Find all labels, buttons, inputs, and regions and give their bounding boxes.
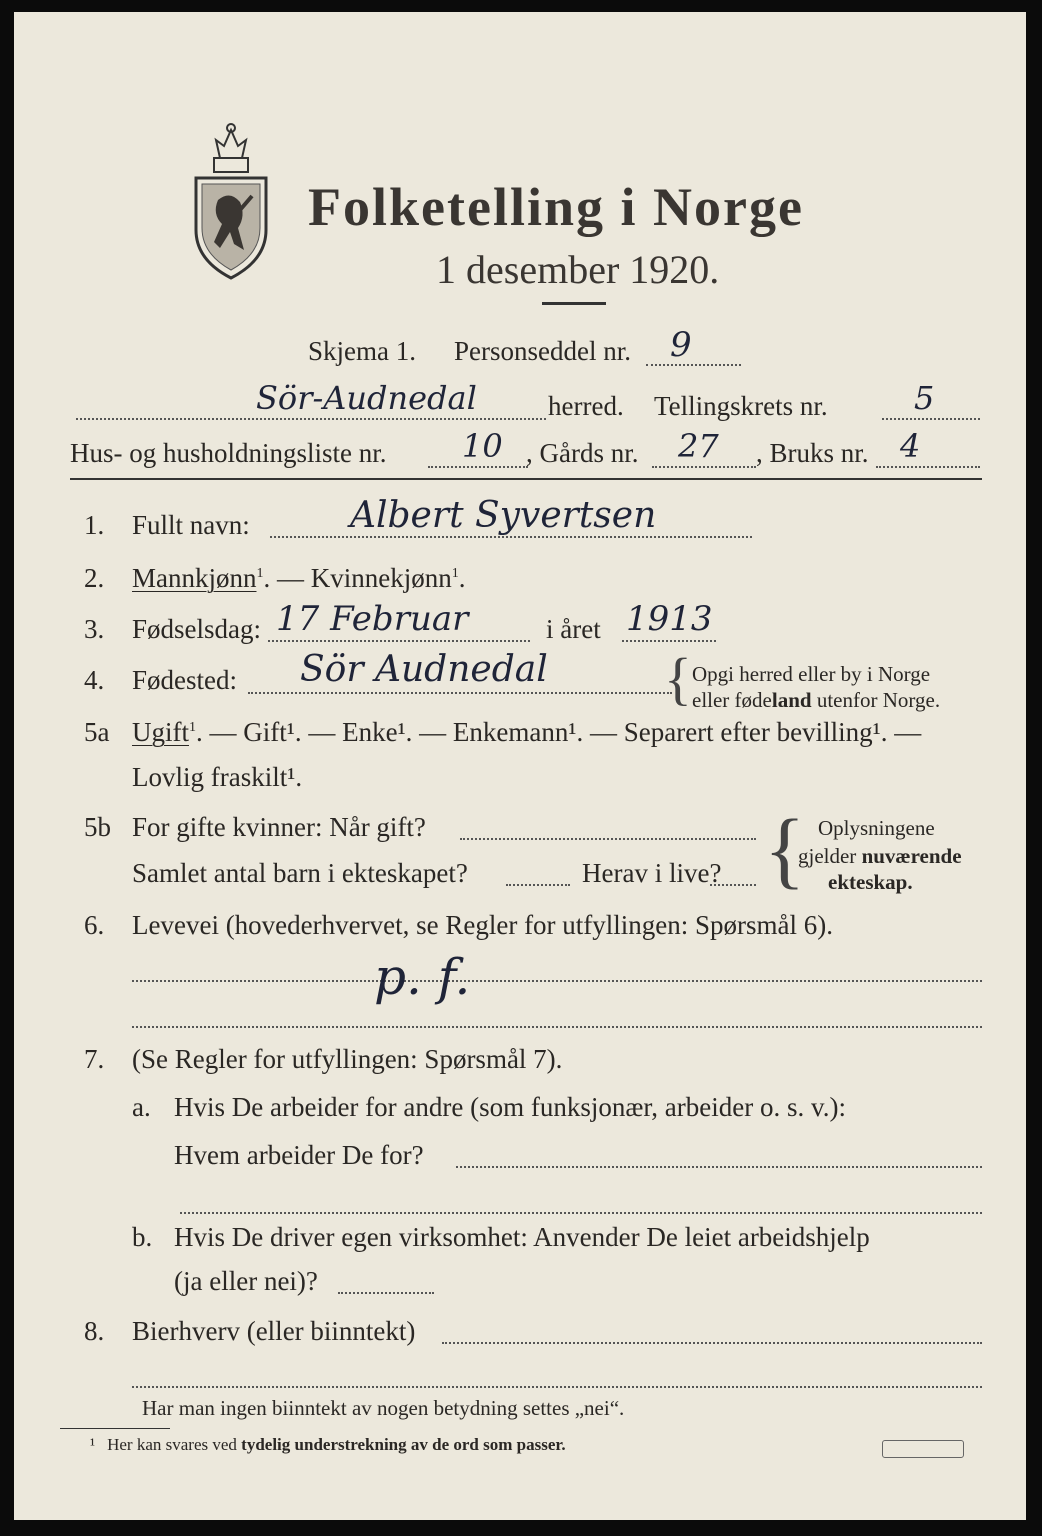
herred-line xyxy=(76,418,546,420)
q3-year-line xyxy=(622,640,716,642)
q7a-line-1 xyxy=(456,1166,982,1168)
census-date: 1 desember 1920. xyxy=(436,247,720,292)
q3-year-value: 1913 xyxy=(626,599,713,639)
q8-note: Har man ingen biinntekt av nogen betydning settes „nei“. xyxy=(142,1396,625,1420)
q6-value: p. f. xyxy=(374,948,471,1006)
footnote: ¹ Her kan svares ved tydelig understrekning av de ord som passer. xyxy=(90,1435,566,1454)
q7b-label: Hvis De driver egen virksomhet: Anvender De leiet arbeidshjelp xyxy=(174,1222,870,1252)
skjema-label: Skjema 1. xyxy=(308,336,416,366)
census-form xyxy=(14,12,1026,1520)
q6-number: 6. xyxy=(84,910,105,940)
q8-label: Bierhverv (eller biinntekt) xyxy=(132,1316,416,1346)
q4-note-1: Opgi herred eller by i Norge xyxy=(692,662,931,686)
ugift-option: Ugift xyxy=(132,717,189,747)
tellingskrets-line xyxy=(882,418,980,420)
q5b-note-3: ekteskap. xyxy=(828,870,913,894)
q3-label: Fødselsdag: xyxy=(132,614,262,644)
herred-label: herred. xyxy=(548,391,624,421)
gards-label: , Gårds nr. xyxy=(526,438,639,468)
q5b-line-3 xyxy=(710,884,756,886)
q5a-options: . — Gift¹. — Enke¹. — Enkemann¹. — Separert efter bevilling¹. — xyxy=(196,717,922,747)
q6-line-1 xyxy=(132,980,982,982)
q5b-label-3: Herav i live? xyxy=(582,858,722,888)
q7b-line xyxy=(338,1292,434,1294)
hus-line xyxy=(428,466,528,468)
q5b-brace: { xyxy=(764,801,806,897)
herred-value: Sör-Audnedal xyxy=(256,379,477,417)
q7b-number: b. xyxy=(132,1222,153,1252)
q8-number: 8. xyxy=(84,1316,105,1346)
q6-label: Levevei (hovederhvervet, se Regler for utfyllingen: Spørsmål 6). xyxy=(132,910,834,940)
q7a-line-2 xyxy=(180,1212,982,1214)
q4-value: Sör Audnedal xyxy=(300,649,548,690)
q7a-number: a. xyxy=(132,1092,151,1122)
q8-line-1 xyxy=(442,1342,982,1344)
q5a-line: Ugift$^1$. — Gift¹. — Enke¹. — Enkemann¹. — Separert efter bevilling¹. — xyxy=(132,717,922,747)
q4-number: 4. xyxy=(84,665,105,695)
q5b-label-1: For gifte kvinner: Når gift? xyxy=(132,812,426,842)
hus-value: 10 xyxy=(462,427,503,465)
form-title: Folketelling i Norge xyxy=(308,177,804,237)
mannkjonn-option: Mannkjønn xyxy=(132,563,257,593)
q5a-line-2: Lovlig fraskilt¹. xyxy=(132,762,303,792)
q3-line xyxy=(268,640,530,642)
kvinnekjonn-option: Kvinnekjønn xyxy=(310,563,452,593)
q7-number: 7. xyxy=(84,1044,105,1074)
tellingskrets-value: 5 xyxy=(914,379,935,417)
q2-end: . xyxy=(458,563,466,593)
q2-separator: . — xyxy=(263,563,311,593)
q5b-line-2 xyxy=(506,884,570,886)
footnote-rule xyxy=(60,1428,170,1429)
q4-line xyxy=(248,692,672,694)
q7-label: (Se Regler for utfyllingen: Spørsmål 7). xyxy=(132,1044,563,1074)
printer-stamp xyxy=(882,1440,964,1458)
tellingskrets-label: Tellingskrets nr. xyxy=(654,391,828,421)
coat-of-arms-icon xyxy=(190,120,272,282)
q5b-label-2: Samlet antal barn i ekteskapet? xyxy=(132,858,468,888)
q2-line: Mannkjønn$^1$. — Kvinnekjønn$^1$. xyxy=(132,563,466,593)
q6-line-2 xyxy=(132,1026,982,1028)
q5b-note-1: Oplysningene xyxy=(818,816,935,840)
hus-label: Hus- og husholdningsliste nr. xyxy=(70,438,387,468)
q3-value: 17 Februar xyxy=(276,599,469,639)
bruks-value: 4 xyxy=(900,427,921,465)
q4-note-2: eller fødeland utenfor Norge. xyxy=(692,688,941,712)
q1-line xyxy=(270,536,752,538)
q4-label: Fødested: xyxy=(132,665,237,695)
q7a-label: Hvis De arbeider for andre (som funksjonær, arbeider o. s. v.): xyxy=(174,1092,846,1122)
q5a-number: 5a xyxy=(84,717,110,747)
q4-brace: { xyxy=(664,646,692,711)
bruks-line xyxy=(876,466,980,468)
q2-number: 2. xyxy=(84,563,105,593)
q7a-label-2: Hvem arbeider De for? xyxy=(174,1140,424,1170)
q1-value: Albert Syvertsen xyxy=(350,495,657,536)
q7b-label-2: (ja eller nei)? xyxy=(174,1266,318,1296)
q5b-line-1 xyxy=(460,838,756,840)
personseddel-value: 9 xyxy=(670,325,692,365)
title-rule xyxy=(542,302,606,305)
q5b-number: 5b xyxy=(84,812,111,842)
q3-number: 3. xyxy=(84,614,105,644)
q3-year-label: i året xyxy=(546,614,601,644)
gards-value: 27 xyxy=(678,427,719,465)
q1-number: 1. xyxy=(84,510,105,540)
footnote-mark: ¹ xyxy=(90,1435,96,1454)
q1-label: Fullt navn: xyxy=(132,510,250,540)
personseddel-label: Personseddel nr. xyxy=(454,336,631,366)
gards-line xyxy=(652,466,756,468)
header-rule xyxy=(70,478,982,480)
q5b-note-2: gjelder nuværende xyxy=(798,844,962,868)
q8-line-2 xyxy=(132,1386,982,1388)
bruks-label: , Bruks nr. xyxy=(756,438,869,468)
personseddel-line xyxy=(646,364,741,366)
